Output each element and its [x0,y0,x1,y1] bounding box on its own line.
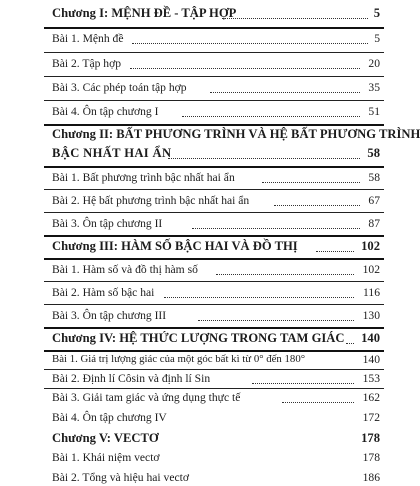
toc-section [0,55,400,73]
toc-entry-title: Bài 1. Khái niệm vectơ [52,451,160,464]
divider [44,258,384,260]
toc-section [0,215,400,233]
divider [44,304,384,305]
toc-entry-title: Bài 4. Ôn tập chương I [52,105,159,118]
toc-entry-page: 116 [363,286,380,299]
toc-chapter-1 [0,5,400,23]
divider [44,327,384,329]
toc-entry-page: 178 [362,451,380,464]
divider [44,76,384,77]
toc-entry-title: Chương V: VECTƠ [52,431,159,445]
toc-entry-page: 20 [368,57,380,70]
dot-leader [164,297,354,298]
toc-section [0,79,400,97]
toc-entry-page: 102 [361,239,380,253]
divider [44,235,384,237]
toc-entry-title: Chương I: MỆNH ĐỀ - TẬP HỢP [52,6,237,20]
divider [44,212,384,213]
toc-chapter-4 [0,330,400,348]
toc-entry-page: 172 [362,411,380,424]
toc-entry-page: 67 [368,194,380,207]
toc-entry-title: Bài 1. Bất phương trình bậc nhất hai ẩn [52,171,235,184]
toc-entry-page: 162 [362,391,380,404]
dot-leader [182,116,360,117]
toc-entry-title: Bài 2. Tập hợp [52,57,122,70]
toc-entry-page: 51 [368,105,380,118]
toc-section [0,450,400,466]
toc-entry-title: Bài 1. Giá trị lượng giác của một góc bất kì từ 0° đến 180° [52,353,306,365]
toc-entry-page: 153 [362,372,380,385]
toc-entry-title: Bài 3. Ôn tập chương III [52,309,167,322]
toc-entry-page: 58 [368,171,380,184]
divider [44,100,384,101]
toc-entry-title: Bài 1. Mệnh đề [52,32,124,45]
toc-chapter-3 [0,238,400,256]
toc-entry-page: 140 [362,353,380,366]
toc-entry-page: 5 [374,32,380,45]
toc-entry-title: Bài 3. Các phép toán tập hợp [52,81,187,94]
toc-chapter-5 [0,430,400,446]
toc-section [0,261,400,279]
toc-entry-title: Bài 4. Ôn tập chương IV [52,411,167,424]
toc-section [0,352,400,368]
dot-leader [316,251,354,252]
dot-leader [252,383,354,384]
toc-section [0,103,400,121]
toc-section [0,284,400,302]
dot-leader [168,158,360,159]
toc-entry-page: 140 [361,331,380,345]
dot-leader [216,274,354,275]
toc-entry-title: Bài 2. Tổng và hiệu hai vectơ [52,471,189,484]
toc-entry-title: Chương II: BẤT PHƯƠNG TRÌNH VÀ HỆ BẤT PHƯƠNG TRÌNH [52,127,420,141]
toc-section [0,410,400,426]
dot-leader [192,228,360,229]
toc-entry-title: Bài 2. Định lí Côsin và định lí Sin [52,372,211,385]
toc-entry-title: Chương IV: HỆ THỨC LƯỢNG TRONG TAM GIÁC [52,331,345,345]
toc-section [0,169,400,187]
divider [44,369,384,370]
dot-leader [132,43,368,44]
toc-section [0,307,400,325]
toc-section [0,470,400,486]
toc-section [0,371,400,387]
toc-entry-page: 186 [362,471,380,484]
toc-entry-page: 102 [362,263,380,276]
dot-leader [346,343,354,344]
divider [44,27,384,29]
toc-entry-title: BẬC NHẤT HAI ẨN [52,146,172,160]
toc-entry-title: Chương III: HÀM SỐ BẬC HAI VÀ ĐỒ THỊ [52,239,298,253]
toc-section [0,390,400,406]
toc-entry-title: Bài 2. Hệ bất phương trình bậc nhất hai ẩn [52,194,250,207]
divider [44,189,384,190]
toc-chapter-2 [0,126,420,144]
dot-leader [210,92,360,93]
toc-section [0,192,400,210]
dot-leader [198,320,354,321]
toc-entry-page: 58 [367,146,380,160]
dot-leader [282,402,354,403]
toc-entry-page: 35 [368,81,380,94]
toc-entry-page: 130 [362,309,380,322]
toc-entry-title: Bài 3. Giải tam giác và ứng dụng thực tế [52,391,241,404]
toc-entry-title: Bài 1. Hàm số và đồ thị hàm số [52,263,198,276]
divider [44,281,384,282]
dot-leader [262,182,360,183]
divider [44,388,384,389]
toc-entry-title: Bài 3. Ôn tập chương II [52,217,163,230]
dot-leader [130,68,360,69]
toc-entry-title: Bài 2. Hàm số bậc hai [52,286,155,299]
divider [44,166,384,168]
toc-entry-page: 5 [373,6,380,20]
dot-leader [222,18,368,19]
toc-entry-page: 178 [361,431,380,445]
toc-chapter-2-continued [0,145,400,163]
toc-entry-page: 87 [368,217,380,230]
toc-section [0,30,400,48]
dot-leader [274,205,360,206]
divider [44,52,384,53]
